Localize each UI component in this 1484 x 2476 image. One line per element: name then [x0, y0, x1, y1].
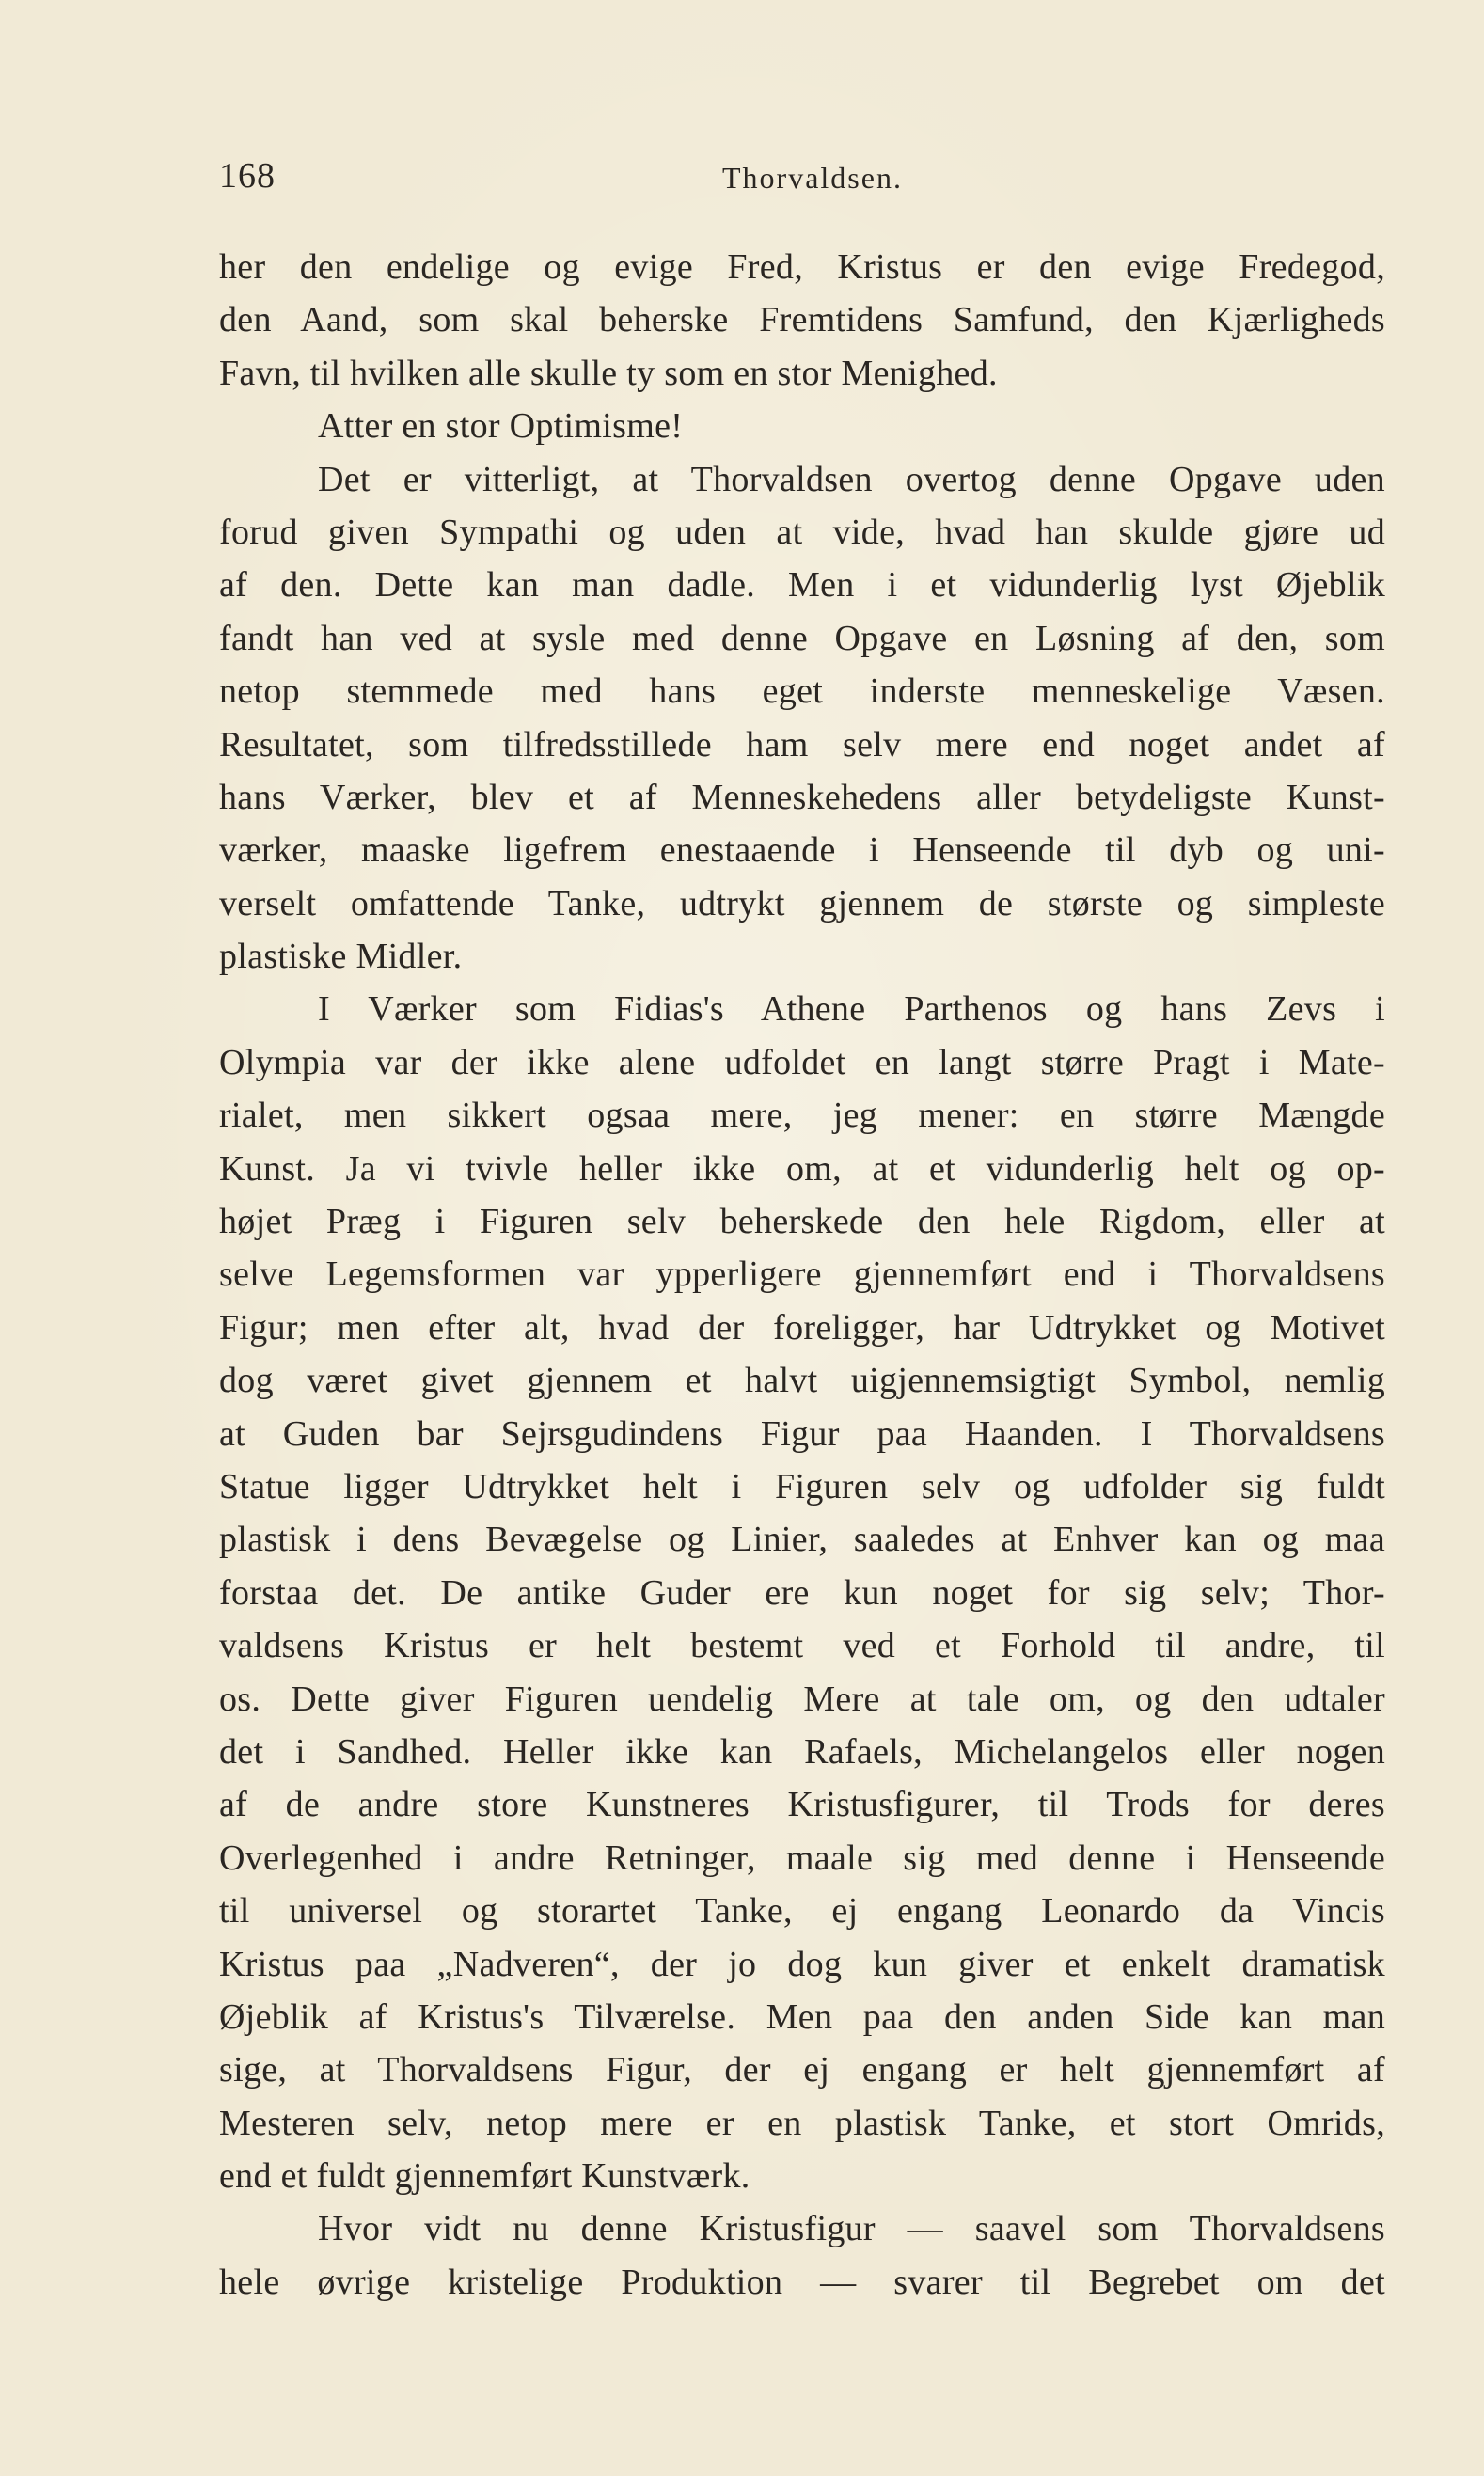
running-title: Thorvaldsen.	[722, 161, 903, 195]
text-line: rialet, men sikkert ogsaa mere, jeg mener: en større Mængde	[219, 1096, 1385, 1136]
text-line: Kunst. Ja vi tvivle heller ikke om, at et vidunderlig helt og op-	[219, 1148, 1385, 1189]
text-line: det i Sandhed. Heller ikke kan Rafaels, Michelangelos eller nogen	[219, 1731, 1385, 1772]
text-line: Atter en stor Optimisme!	[318, 406, 684, 447]
text-line: verselt omfattende Tanke, udtrykt gjennem de største og simpleste	[219, 883, 1385, 923]
text-line: af de andre store Kunstneres Kristusfigurer, til Trods for deres	[219, 1785, 1385, 1825]
text-line: Øjeblik af Kristus's Tilværelse. Men paa den anden Side kan man	[219, 1996, 1385, 2037]
text-line: valdsens Kristus er helt bestemt ved et Forhold til andre, til	[219, 1626, 1385, 1666]
text-line: netop stemmede med hans eget inderste menneskelige Væsen.	[219, 671, 1385, 712]
text-line: Figur; men efter alt, hvad der foreligger, har Udtrykket og Motivet	[219, 1307, 1385, 1348]
text-line: os. Dette giver Figuren uendelig Mere at tale om, og den udtaler	[219, 1679, 1385, 1719]
text-line: den Aand, som skal beherske Fremtidens Samfund, den Kjærligheds	[219, 300, 1385, 340]
text-line: at Guden bar Sejrsgudindens Figur paa Haanden. I Thorvaldsens	[219, 1413, 1385, 1454]
text-line: hans Værker, blev et af Menneskehedens aller betydeligste Kunst-	[219, 777, 1385, 817]
text-line: plastiske Midler.	[219, 937, 463, 977]
text-line: Resultatet, som tilfredsstillede ham selv mere end noget andet af	[219, 724, 1385, 765]
text-line: dog været givet gjennem et halvt uigjennemsigtigt Symbol, nemlig	[219, 1361, 1385, 1401]
body-text	[219, 241, 1385, 2309]
text-line: forstaa det. De antike Guder ere kun noget for sig selv; Thor-	[219, 1572, 1385, 1613]
text-line: fandt han ved at sysle med denne Opgave en Løsning af den, som	[219, 618, 1385, 658]
text-line: Olympia var der ikke alene udfoldet en langt større Pragt i Mate-	[219, 1042, 1385, 1082]
text-line: plastisk i dens Bevægelse og Linier, saaledes at Enhver kan og maa	[219, 1520, 1385, 1560]
text-line: selve Legemsformen var ypperligere gjennemført end i Thorvaldsens	[219, 1254, 1385, 1295]
text-line: Hvor vidt nu denne Kristusfigur — saavel som Thorvaldsens	[318, 2209, 1385, 2249]
page-header	[219, 155, 1310, 212]
text-line: til universel og storartet Tanke, ej engang Leonardo da Vincis	[219, 1891, 1385, 1932]
text-line: Mesteren selv, netop mere er en plastisk Tanke, et stort Omrids,	[219, 2103, 1385, 2143]
text-line: sige, at Thorvaldsens Figur, der ej engang er helt gjennemført af	[219, 2050, 1385, 2090]
text-line: Overlegenhed i andre Retninger, maale sig med denne i Henseende	[219, 1837, 1385, 1878]
text-line: Statue ligger Udtrykket helt i Figuren selv og udfolder sig fuldt	[219, 1466, 1385, 1506]
text-line: højet Præg i Figuren selv beherskede den hele Rigdom, eller at	[219, 1202, 1385, 1242]
page-number: 168	[219, 156, 276, 196]
text-line: I Værker som Fidias's Athene Parthenos og hans Zevs i	[318, 989, 1385, 1030]
text-line: af den. Dette kan man dadle. Men i et vidunderlig lyst Øjeblik	[219, 565, 1385, 606]
text-line: Favn, til hvilken alle skulle ty som en stor Menighed.	[219, 353, 998, 393]
text-line: forud given Sympathi og uden at vide, hvad han skulde gjøre ud	[219, 512, 1385, 552]
text-line: her den endelige og evige Fred, Kristus er den evige Fredegod,	[219, 247, 1385, 287]
text-line: værker, maaske ligefrem enestaaende i Henseende til dyb og uni-	[219, 830, 1385, 871]
text-line: hele øvrige kristelige Produktion — svarer til Begrebet om det	[219, 2262, 1385, 2302]
text-line: Kristus paa „Nadveren“, der jo dog kun giver et enkelt dramatisk	[219, 1944, 1385, 1984]
text-line: end et fuldt gjennemført Kunstværk.	[219, 2156, 750, 2197]
text-line: Det er vitterligt, at Thorvaldsen overtog denne Opgave uden	[318, 459, 1385, 499]
